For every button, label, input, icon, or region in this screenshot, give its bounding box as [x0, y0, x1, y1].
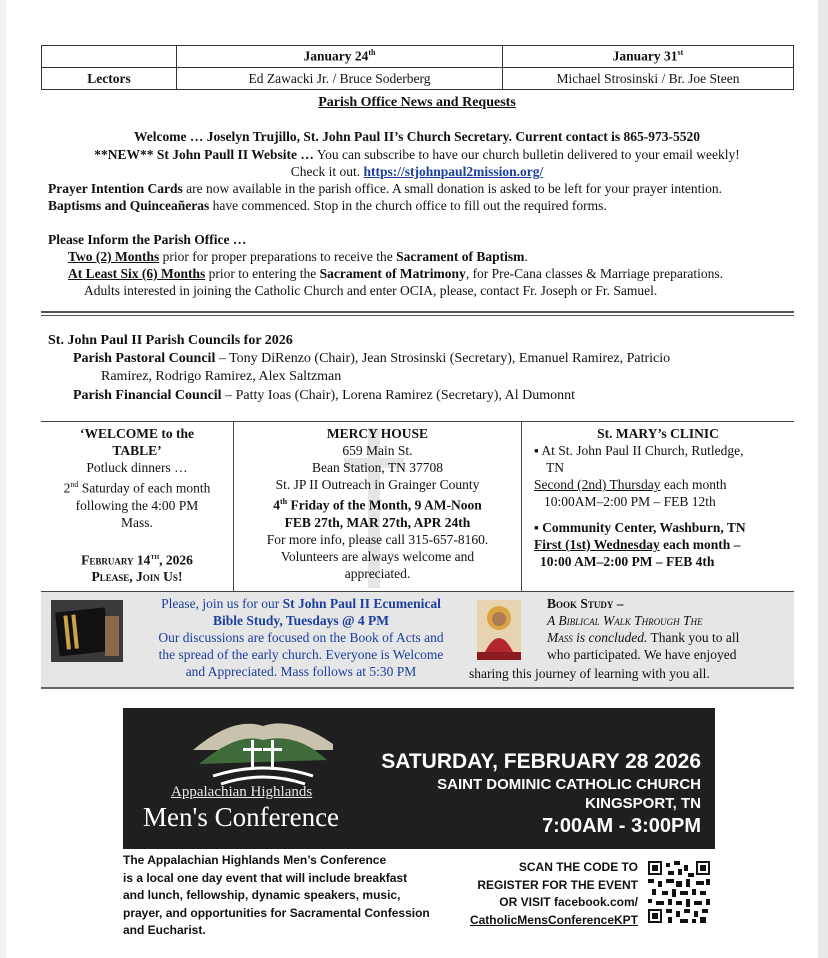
- welcome-table-column: [41, 422, 234, 593]
- book-study-line-4: sharing this journey of learning with you all.: [469, 666, 710, 681]
- lectors-names-1: Ed Zawacki Jr. / Bruce Soderberg: [177, 68, 503, 90]
- mercy-address-2: Bean Station, TN 37708: [312, 460, 443, 475]
- potluck-line: Potluck dinners …: [86, 460, 188, 475]
- conference-desc-4: prayer, and opportunities for Sacramental Confession: [123, 905, 430, 920]
- financial-council-line: Parish Financial Council – Patty Ioas (Chair), Lorena Ramirez (Secretary), Al Dumonnt: [73, 388, 575, 403]
- bible-study-text: [136, 595, 466, 680]
- lectors-names-2: Michael Strosinski / Br. Joe Steen: [503, 68, 794, 90]
- clinic-schedule-2: First (1st) Wednesday each month –: [534, 537, 741, 552]
- conference-name: Men's Conference: [143, 802, 340, 832]
- pastoral-council-line-2: Ramirez, Rodrigo Ramirez, Alex Saltzman: [101, 369, 342, 384]
- bible-icon: [51, 600, 123, 662]
- bible-study-line-2: Bible Study, Tuesdays @ 4 PM: [212, 613, 390, 628]
- inform-matrimony: At Least Six (6) Months prior to entering the Sacrament of Matrimony, for Pre-Cana classes & Marriage preparations.: [68, 266, 723, 281]
- facebook-link[interactable]: CatholicMensConferenceKPT: [469, 912, 638, 927]
- mountain-logo-icon: [193, 710, 333, 790]
- lectors-header-row: [42, 46, 794, 68]
- mercy-friday: 4th Friday of the Month, 9 AM-Noon: [273, 497, 482, 513]
- conference-org: Appalachian Highlands: [171, 784, 313, 800]
- mercy-address-1: 659 Main St.: [342, 443, 413, 458]
- mercy-house-column: [234, 422, 522, 593]
- saturday-line: 2nd Saturday of each month: [63, 480, 211, 496]
- parish-news-title: Parish Office News and Requests: [318, 95, 516, 110]
- welcome-table-title: ‘WELCOME to the: [80, 426, 194, 441]
- clinic-title: St. MARY’s CLINIC: [597, 426, 719, 441]
- conference-desc-2: is a local one day event that will include breakfast: [123, 870, 408, 885]
- bible-study-line-1: Please, join us for our St John Paul II Ecumenical: [161, 596, 441, 611]
- mercy-dates: FEB 27th, MAR 27th, APR 24th: [284, 514, 471, 530]
- lectors-date-1: January 24th: [177, 46, 503, 68]
- join-us: Please, Join Us!: [91, 569, 183, 584]
- following-line: following the 4:00 PM: [75, 497, 199, 513]
- check-website-line: Check it out. https://stjohnpaul2mission.org/: [290, 164, 544, 179]
- pastoral-council-line: Parish Pastoral Council – Tony DiRenzo (Chair), Jean Strosinski (Secretary), Emanuel Ramirez, Patricio: [73, 351, 671, 366]
- clinic-schedule-1: Second (2nd) Thursday each month: [534, 477, 727, 492]
- clinic-column: [522, 422, 794, 593]
- conference-desc-5: and Eucharist.: [123, 923, 206, 937]
- mercy-info: For more info, please call 315-657-8160.: [266, 531, 489, 547]
- register-line-2: REGISTER FOR THE EVENT: [477, 877, 638, 892]
- welcome-secretary: Welcome … Joselyn Trujillo, St. John Paul II’s Church Secretary. Current contact is 865-973-5520: [134, 129, 700, 144]
- bible-study-band: [41, 592, 794, 689]
- inform-ocia: Adults interested in joining the Catholic Church and enter OCIA, please, contact Fr. Joseph or Fr. Samuel.: [84, 283, 658, 298]
- baptism-line: Baptisms and Quinceañeras have commenced. Stop in the church office to fill out the required forms.: [48, 198, 607, 213]
- conference-desc-3: and lunch, fellowship, dynamic speakers, music,: [123, 888, 401, 902]
- ministries-box: [41, 421, 794, 592]
- mercy-outreach: St. JP II Outreach in Grainger County: [275, 477, 480, 492]
- mercy-volunteers-2: appreciated.: [344, 565, 411, 581]
- mercy-volunteers: Volunteers are always welcome and: [280, 548, 475, 564]
- section-divider: [41, 311, 794, 316]
- conference-venue: SAINT DOMINIC CATHOLIC CHURCH: [437, 776, 701, 793]
- mass-line: Mass.: [121, 514, 153, 530]
- lectors-label: Lectors: [42, 68, 177, 90]
- lectors-names-row: [42, 68, 794, 90]
- qr-code-icon[interactable]: [648, 861, 710, 923]
- book-study-line-1: A Biblical Walk Through The: [547, 613, 703, 628]
- lectors-header-blank: [42, 46, 177, 68]
- christ-image-icon: [477, 600, 521, 660]
- inform-baptism: Two (2) Months prior for proper preparations to receive the Sacrament of Baptism.: [68, 249, 528, 264]
- bible-study-line-4: the spread of the early church. Everyone is Welcome: [158, 647, 444, 662]
- lectors-date-2: January 31st: [503, 46, 794, 68]
- clinic-location-1b: TN: [546, 460, 564, 475]
- conference-date: SATURDAY, FEBRUARY 28 2026: [381, 750, 701, 773]
- book-study-title: Book Study –: [547, 596, 624, 611]
- conference-time: 7:00AM - 3:00PM: [542, 815, 701, 837]
- mercy-house-title: MERCY HOUSE: [326, 426, 429, 441]
- register-line-1: SCAN THE CODE TO: [518, 860, 638, 874]
- councils-title: St. John Paul II Parish Councils for 2026: [48, 333, 293, 348]
- conference-desc-1: The Appalachian Highlands Men’s Conference: [123, 853, 387, 867]
- clinic-location-1: ▪ At St. John Paul II Church, Rutledge,: [534, 443, 744, 458]
- conference-description: [123, 852, 430, 940]
- website-link[interactable]: https://stjohnpaul2mission.org/: [363, 164, 544, 179]
- clinic-location-2: ▪ Community Center, Washburn, TN: [534, 520, 746, 535]
- welcome-table-date: February 14th, 2026: [81, 551, 193, 567]
- clinic-time-2: 10:00 AM–2:00 PM – FEB 4th: [540, 554, 715, 569]
- new-website-line: **NEW** St John Paull II Website … You can subscribe to have our church bulletin delivered to your email weekly!: [94, 147, 740, 162]
- conference-banner: [123, 708, 715, 849]
- lectors-table: [41, 45, 794, 90]
- register-text: [452, 859, 638, 929]
- prayer-cards-line: Prayer Intention Cards are now available in the parish office. A small donation is asked to be left for your prayer intention.: [48, 181, 722, 196]
- register-line-3: OR VISIT facebook.com/: [499, 895, 638, 909]
- clinic-time-1: 10:00AM–2:00 PM – FEB 12th: [544, 494, 716, 509]
- welcome-table-title-2: TABLE’: [112, 443, 162, 458]
- book-study-line-2: Mass is concluded. Thank you to all: [547, 630, 740, 645]
- inform-title: Please Inform the Parish Office …: [48, 232, 247, 247]
- bible-study-line-3: Our discussions are focused on the Book of Acts and: [158, 630, 444, 645]
- bible-study-line-5: and Appreciated. Mass follows at 5:30 PM: [185, 664, 417, 679]
- book-study-text: [547, 595, 739, 663]
- conference-city: KINGSPORT, TN: [585, 795, 701, 812]
- book-study-line-3: who participated. We have enjoyed: [547, 647, 737, 662]
